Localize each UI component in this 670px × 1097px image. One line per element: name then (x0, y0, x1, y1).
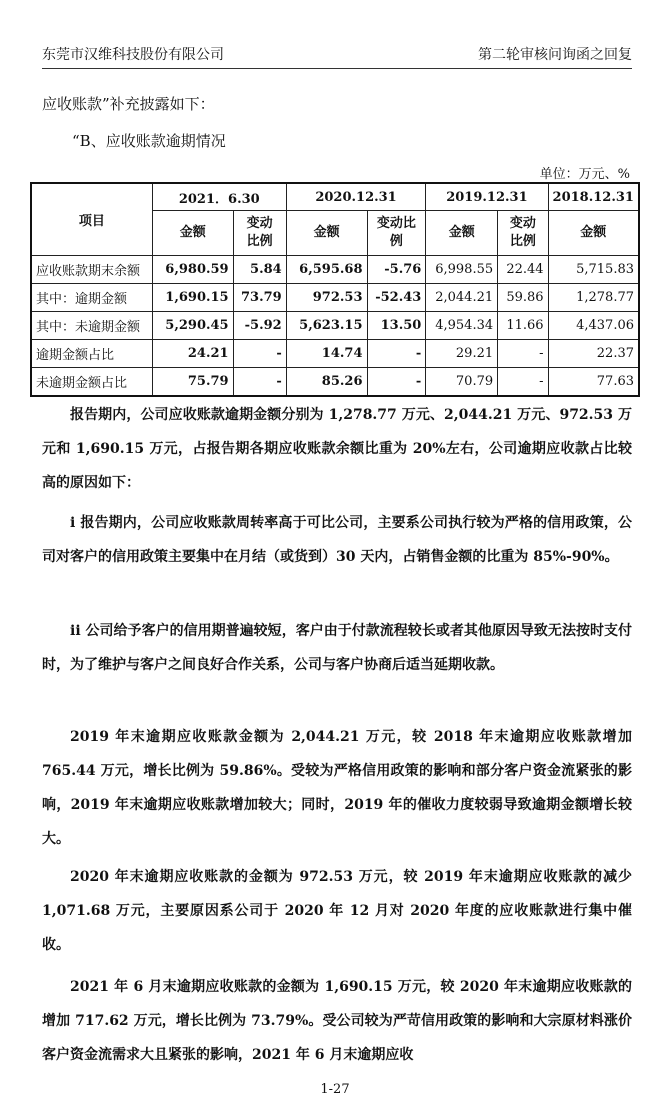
unit-label: 单位：万元、% (539, 167, 630, 182)
table-cell: - (233, 368, 286, 397)
table-cell: 6,998.55 (426, 256, 498, 284)
table-cell: - (367, 368, 426, 397)
table-cell: -52.43 (367, 284, 426, 312)
item-header: 项目 (31, 183, 152, 256)
paragraph: ii 公司给予客户的信用期普遍较短，客户由于付款流程较长或者其他原因导致无法按时支付时，为了维护与客户之间良好合作关系，公司与客户协商后适当延期收款。 (42, 623, 632, 673)
paragraph: 2021 年 6 月末逾期应收账款的金额为 1,690.15 万元，较 2020 年末逾期应收账款的增加 717.62 万元，增长比例为 73.79%。受公司较为严苛信用政策的影响和大宗原材料涨价客户资金流需求大且紧张的影响，2021 年 6 月末逾期应收 (42, 979, 632, 1063)
table-cell: 4,954.34 (426, 312, 498, 340)
page-number: 1-27 (320, 1082, 350, 1097)
paragraph: 2020 年末逾期应收账款的金额为 972.53 万元，较 2019 年末逾期应收账款的减少 1,071.68 万元，主要原因系公司于 2020 年 12 月对 2020 年度的应收账款进行集中催收。 (42, 869, 632, 953)
table-cell: 22.37 (548, 340, 639, 368)
row-label: 逾期金额占比 (31, 340, 152, 368)
page-header (42, 44, 632, 69)
table-cell: - (233, 340, 286, 368)
table-cell: 1,690.15 (152, 284, 233, 312)
table-cell: 5,290.45 (152, 312, 233, 340)
company-name: 东莞市汉维科技股份有限公司 (42, 47, 224, 63)
table-cell: 4,437.06 (548, 312, 639, 340)
sub-header: 变动 比例 (233, 211, 286, 256)
table-cell: 14.74 (286, 340, 367, 368)
overdue-receivables-table (30, 182, 640, 397)
table-cell: 13.50 (367, 312, 426, 340)
table-cell: 11.66 (498, 312, 548, 340)
table-cell: 70.79 (426, 368, 498, 397)
period-header: 2019.12.31 (426, 183, 548, 211)
sub-header: 变动比 例 (367, 211, 426, 256)
sub-header: 变动 比例 (498, 211, 548, 256)
period-header: 2020.12.31 (286, 183, 426, 211)
table-cell: 5.84 (233, 256, 286, 284)
table-cell: 77.63 (548, 368, 639, 397)
row-label: 应收账款期末余额 (31, 256, 152, 284)
section-title: “B、应收账款逾期情况 (72, 132, 226, 150)
row-label: 其中：逾期金额 (31, 284, 152, 312)
table-cell: 1,278.77 (548, 284, 639, 312)
table-cell: 29.21 (426, 340, 498, 368)
table-cell: - (498, 340, 548, 368)
table-cell: 2,044.21 (426, 284, 498, 312)
table-row (31, 368, 639, 397)
table-cell: 6,980.59 (152, 256, 233, 284)
row-label: 其中：未逾期金额 (31, 312, 152, 340)
row-label: 未逾期金额占比 (31, 368, 152, 397)
paragraph: i 报告期内，公司应收账款周转率高于可比公司，主要系公司执行较为严格的信用政策，公司对客户的信用政策主要集中在月结（或货到）30 天内，占销售金额的比重为 85%-90%。 (42, 515, 632, 565)
table-cell: 75.79 (152, 368, 233, 397)
table-cell: 5,715.83 (548, 256, 639, 284)
paragraph: 报告期内，公司应收账款逾期金额分别为 1,278.77 万元、2,044.21 万元、972.53 万元和 1,690.15 万元，占报告期各期应收账款余额比重为 20%左右，公司逾期应收款占比较高的原因如下： (42, 407, 632, 491)
table-cell: -5.92 (233, 312, 286, 340)
table-cell: 59.86 (498, 284, 548, 312)
table-row (31, 312, 639, 340)
paragraph: 2019 年末逾期应收账款金额为 2,044.21 万元，较 2018 年末逾期应收账款增加 765.44 万元，增长比例为 59.86%。受较为严格信用政策的影响和部分客户资金流紧张的影响，2019 年末逾期应收账款增加较大；同时，2019 年的催收力度较弱导致逾期金额增长较大。 (42, 729, 632, 847)
table-cell: 85.26 (286, 368, 367, 397)
table-cell: - (367, 340, 426, 368)
table-cell: 972.53 (286, 284, 367, 312)
table-cell: 24.21 (152, 340, 233, 368)
table-row (31, 340, 639, 368)
period-header: 2021．6.30 (152, 183, 286, 211)
table-row (31, 284, 639, 312)
document-title: 第二轮审核问询函之回复 (478, 47, 632, 63)
sub-header: 金额 (548, 211, 639, 256)
table-cell: 6,595.68 (286, 256, 367, 284)
table-cell: - (498, 368, 548, 397)
sub-header: 金额 (152, 211, 233, 256)
table-row (31, 256, 639, 284)
table-cell: -5.76 (367, 256, 426, 284)
table-cell: 73.79 (233, 284, 286, 312)
period-header: 2018.12.31 (548, 183, 639, 211)
sub-header: 金额 (286, 211, 367, 256)
table-cell: 22.44 (498, 256, 548, 284)
table-cell: 5,623.15 (286, 312, 367, 340)
sub-header: 金额 (426, 211, 498, 256)
intro-line: 应收账款”补充披露如下： (42, 95, 215, 113)
